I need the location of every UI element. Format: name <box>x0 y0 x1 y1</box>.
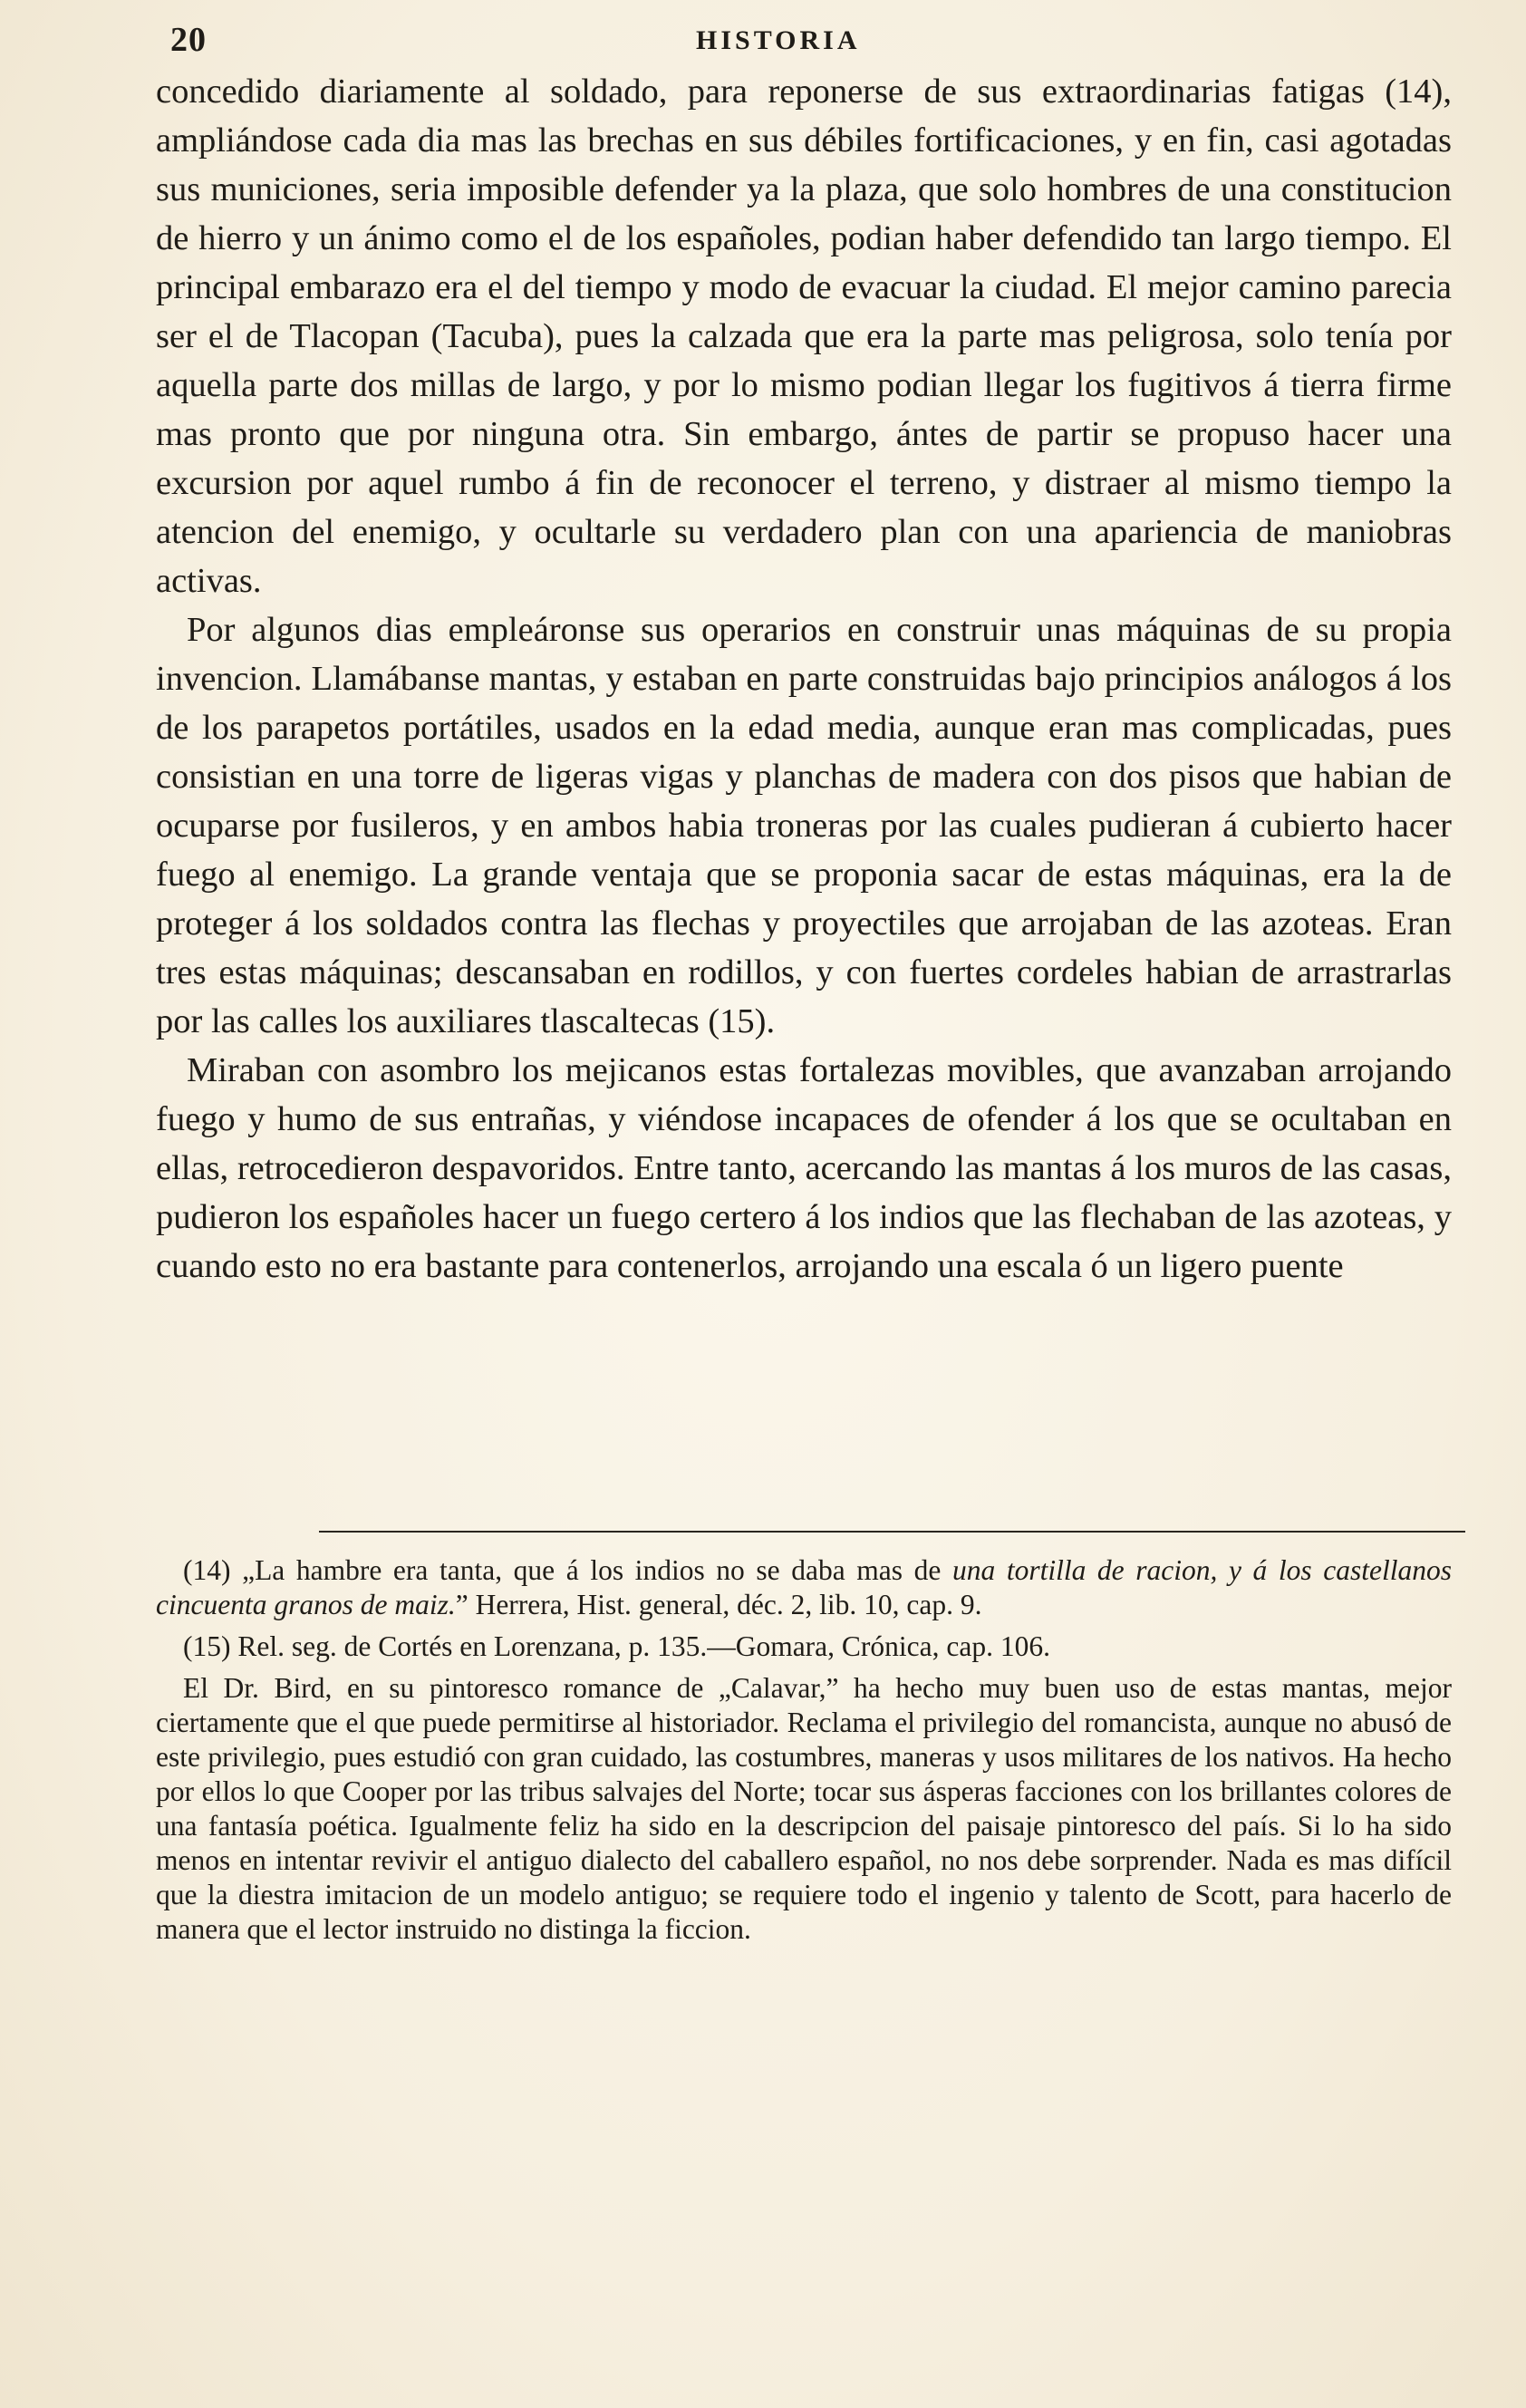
footnote-rule <box>319 1531 1465 1533</box>
footnote-14-marker: (14) <box>183 1554 231 1586</box>
footnote-15-body: El Dr. Bird, en su pintoresco romance de „Calavar,” ha hecho muy buen uso de estas mantas, mejor ciertamente que el que puede permitirse al historiador. Reclama el privilegio del romancista, aunque no abusó de este privilegio, pues estudió con gran cuidado, las costumbres, maneras y usos militares de los nativos. Ha hecho por ellos lo que Cooper por las tribus salvajes del Norte; tocar sus ásperas facciones con los brillantes colores de una fantasía poética. Igualmente feliz ha sido en la descripcion del paisaje pintoresco del país. Si lo ha sido menos en intentar revivir el antiguo dialecto del caballero español, no nos debe sorprender. Nada es mas difícil que la diestra imitacion de un modelo antiguo; se requiere todo el ingenio y talento de Scott, para hacerlo de manera que el lector instruido no distinga la ficcion. <box>156 1672 1452 1945</box>
page-header <box>170 20 1475 67</box>
footnote-15: (15) Rel. seg. de Cortés en Lorenzana, p. 135.—Gomara, Crónica, cap. 106. <box>183 1630 1050 1662</box>
footnote-14-text-a: „La hambre era tanta, que á los indios no se daba mas de <box>230 1554 952 1586</box>
footnote-14-italic: una tortilla de racion, y á los castellanos cincuenta granos de maiz. <box>156 1554 1452 1620</box>
footnote-14-text-b: ” Herrera, Hist. general, déc. 2, lib. 10, cap. 9. <box>455 1589 982 1620</box>
paragraph-3: Miraban con asombro los mejicanos estas fortalezas movibles, que avanzaban arrojando fuego y humo de sus entrañas, y viéndose incapaces de ofender á los que se ocultaban en ellas, retrocedieron despavoridos. Entre tanto, acercando las mantas á los muros de las casas, pudieron los españoles hacer un fuego certero á los indios que las flechaban de las azoteas, y cuando esto no era bastante para contenerlos, arrojando una escala ó un ligero puente <box>156 1051 1452 1285</box>
running-head: HISTORIA <box>696 25 861 55</box>
footnote-14 <box>156 1553 1452 1622</box>
paragraph-2: Por algunos dias empleáronse sus operarios en construir unas máquinas de su propia invencion. Llamábanse mantas, y estaban en parte construidas bajo principios análogos á los de los parapetos portátiles, usados en la edad media, aunque eran mas complicadas, pues consistian en una torre de ligeras vigas y planchas de madera con dos pisos que habian de ocuparse por fusileros, y en ambos habia troneras por las cuales pudieran á cubierto hacer fuego al enemigo. La grande ventaja que se proponia sacar de estas máquinas, era la de proteger á los soldados contra las flechas y proyectiles que arrojaban de las azoteas. Eran tres estas máquinas; descansaban en rodillos, y con fuertes cordeles habian de arrastrarlas por las calles los auxiliares tlascaltecas (15). <box>156 611 1452 1040</box>
page-number: 20 <box>170 21 207 59</box>
footnotes <box>156 1553 1452 1954</box>
paragraph-1: concedido diariamente al soldado, para reponerse de sus extraordinarias fatigas (14), ampliándose cada dia mas las brechas en sus débiles fortificaciones, y en fin, casi agotadas sus municiones, seria imposible defender ya la plaza, que solo hombres de una constitucion de hierro y un ánimo como el de los españoles, podian haber defendido tan largo tiempo. El principal embarazo era el del tiempo y modo de evacuar la ciudad. El mejor camino parecia ser el de Tlacopan (Tacuba), pues la calzada que era la parte mas peligrosa, solo tenía por aquella parte dos millas de largo, y por lo mismo podian llegar los fugitivos á tierra firme mas pronto que por ninguna otra. Sin embargo, ántes de partir se propuso hacer una excursion por aquel rumbo á fin de reconocer el terreno, y distraer al mismo tiempo la atencion del enemigo, y ocultarle su verdadero plan con una apariencia de maniobras activas. <box>156 73 1452 600</box>
main-text <box>156 67 1452 1291</box>
